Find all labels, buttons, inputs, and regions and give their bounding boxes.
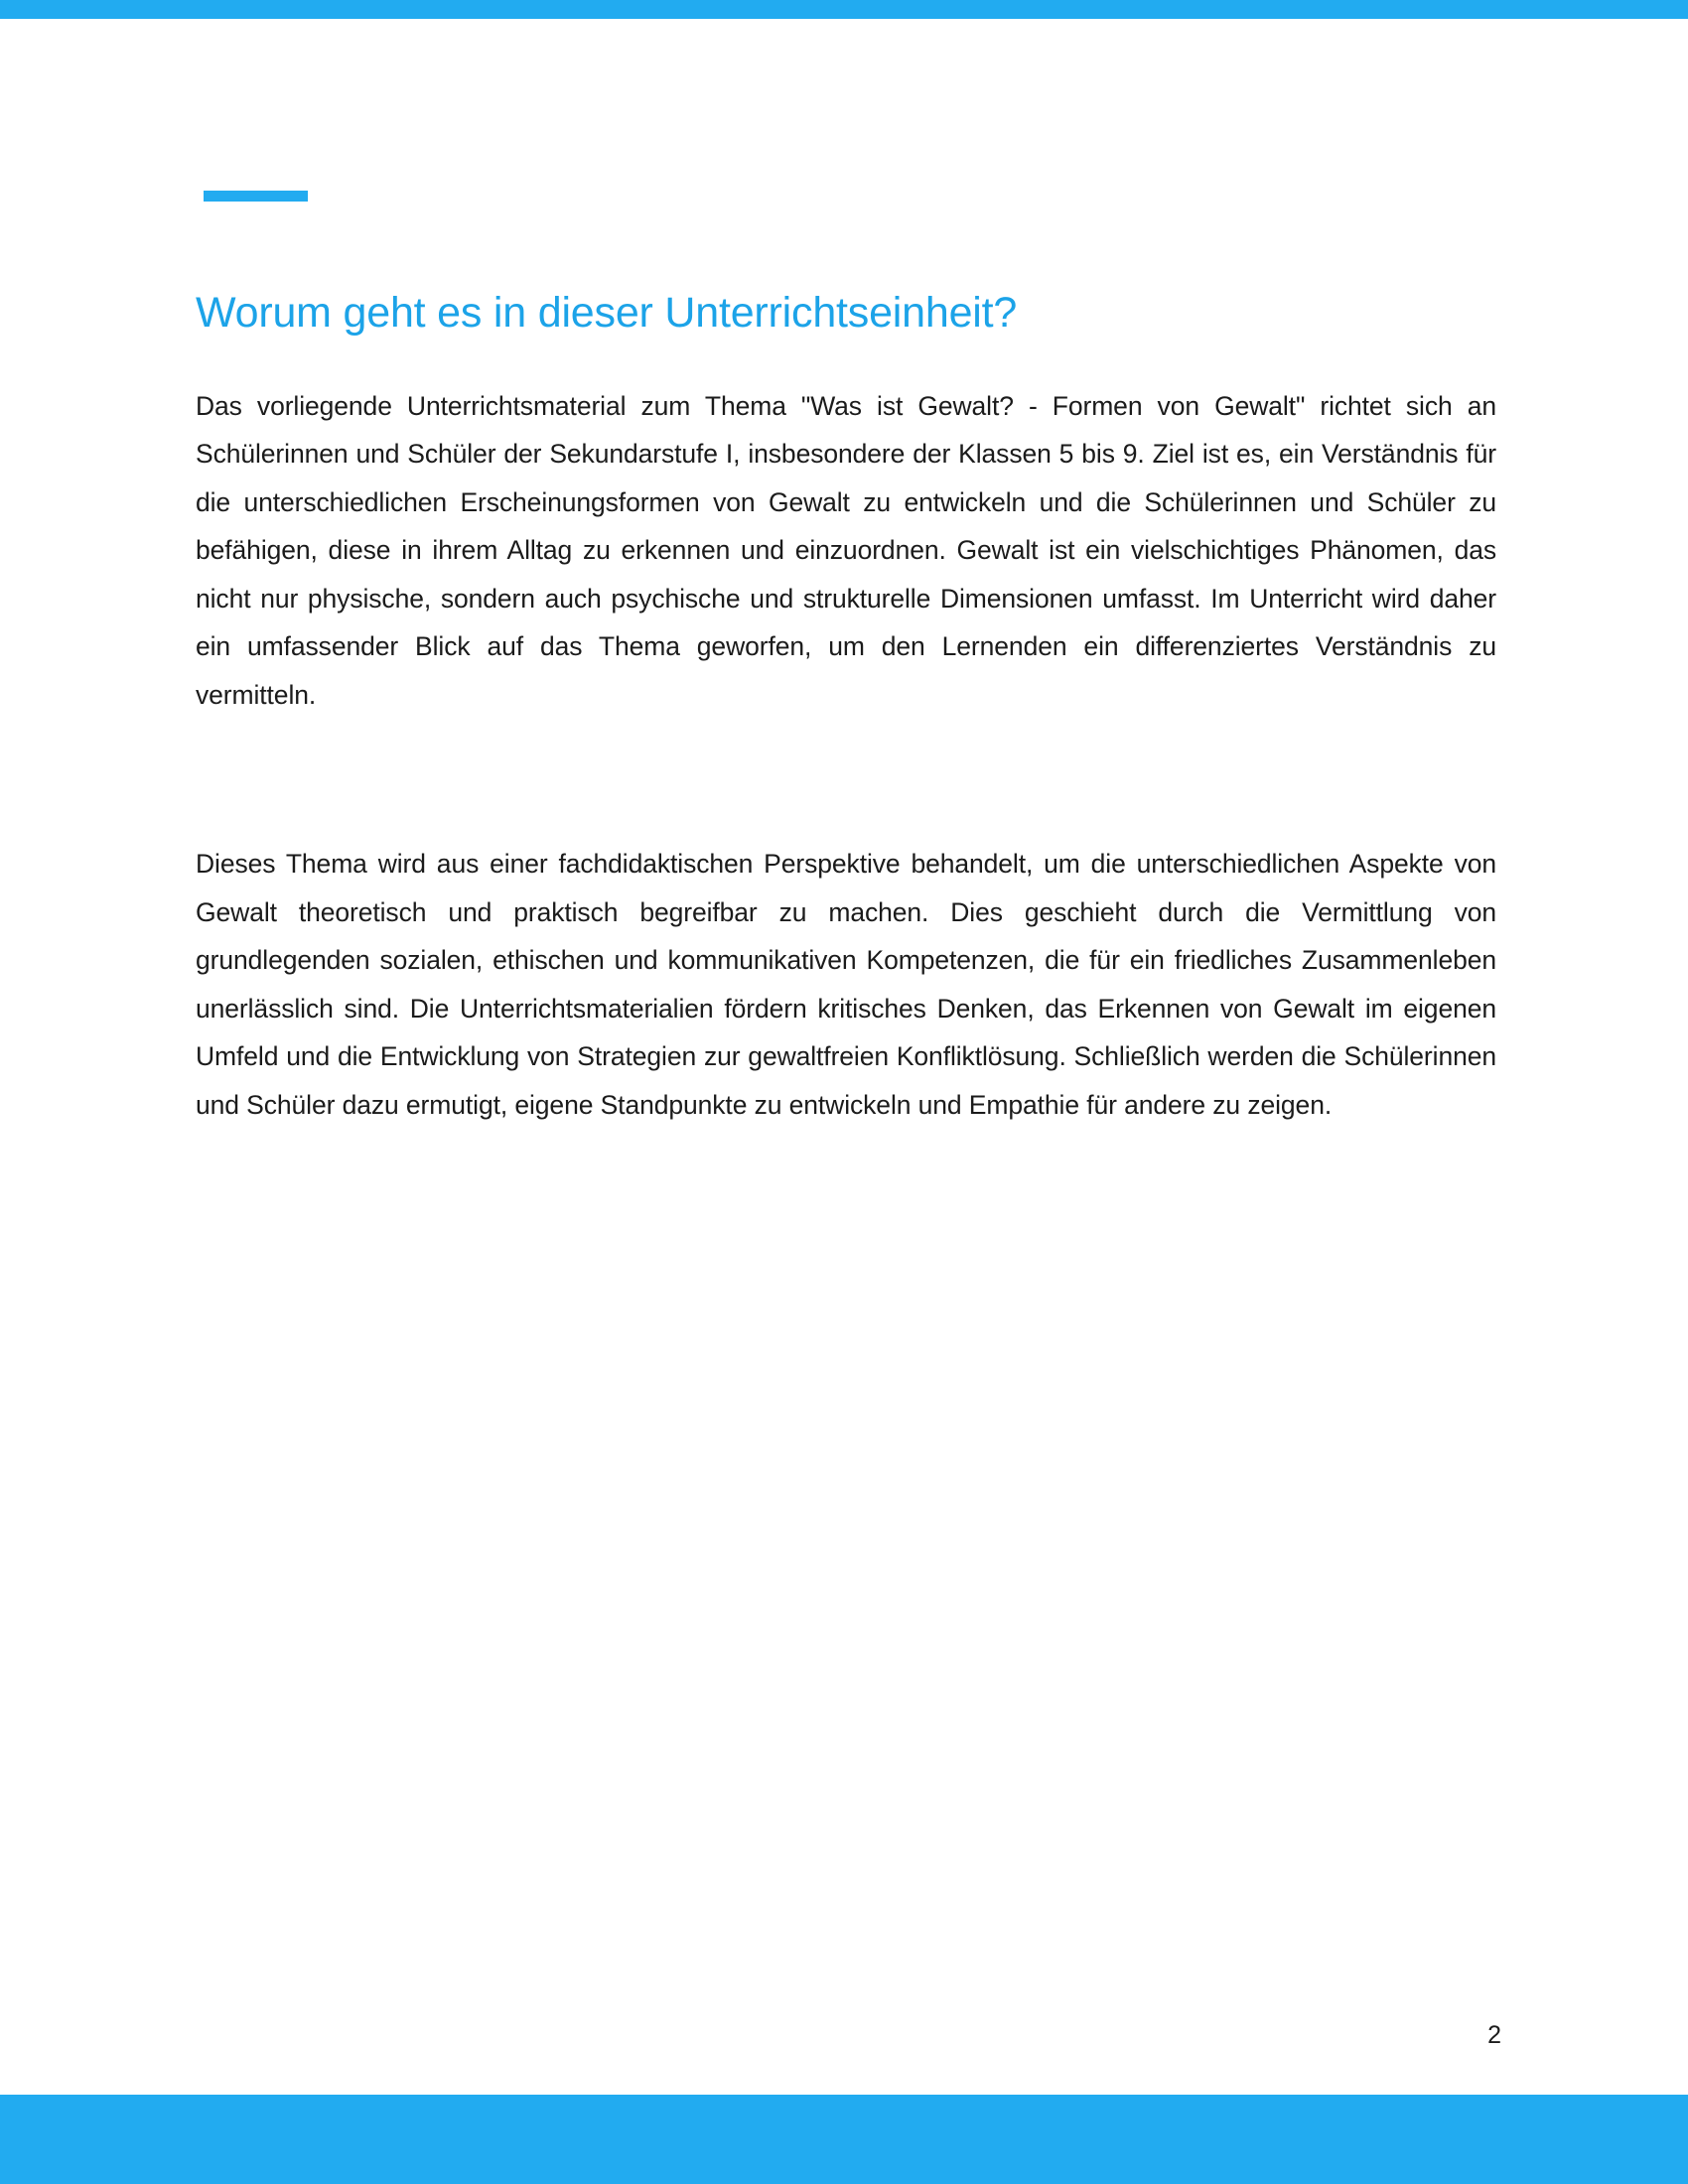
- body-paragraph-2: Dieses Thema wird aus einer fachdidaktischen Perspektive behandelt, um die unterschiedlichen Aspekte von Gewalt theoretisch und praktisch begreifbar zu machen. Dies geschieht durch die Vermittlung von grundlegenden sozialen, ethischen und kommunikativen Kompetenzen, die für ein friedliches Zusammenleben unerlässlich sind. Die Unterrichtsmaterialien fördern kritisches Denken, das Erkennen von Gewalt im eigenen Umfeld und die Entwicklung von Strategien zur gewaltfreien Konfliktlösung. Schließlich werden die Schülerinnen und Schüler dazu ermutigt, eigene Standpunkte zu entwickeln und Empathie für andere zu zeigen.: [196, 849, 1496, 1120]
- heading-accent-dash: [204, 191, 308, 202]
- bottom-accent-bar: [0, 2095, 1688, 2184]
- paragraph-spacer: [196, 719, 1496, 840]
- page-content: [196, 288, 1496, 1129]
- top-accent-bar: [0, 0, 1688, 19]
- body-paragraph-1: Das vorliegende Unterrichtsmaterial zum Thema "Was ist Gewalt? - Formen von Gewalt" richtet sich an Schülerinnen und Schüler der Sekundarstufe I, insbesondere der Klassen 5 bis 9. Ziel ist es, ein Verständnis für die unterschiedlichen Erscheinungsformen von Gewalt zu entwickeln und die Schülerinnen und Schüler zu befähigen, diese in ihrem Alltag zu erkennen und einzuordnen. Gewalt ist ein vielschichtiges Phänomen, das nicht nur physische, sondern auch psychische und strukturelle Dimensionen umfasst. Im Unterricht wird daher ein umfassender Blick auf das Thema geworfen, um den Lernenden ein differenziertes Verständnis zu vermitteln.: [196, 390, 1496, 710]
- page-title: Worum geht es in dieser Unterrichtseinheit?: [196, 289, 1018, 337]
- page-number: 2: [1487, 2021, 1501, 2049]
